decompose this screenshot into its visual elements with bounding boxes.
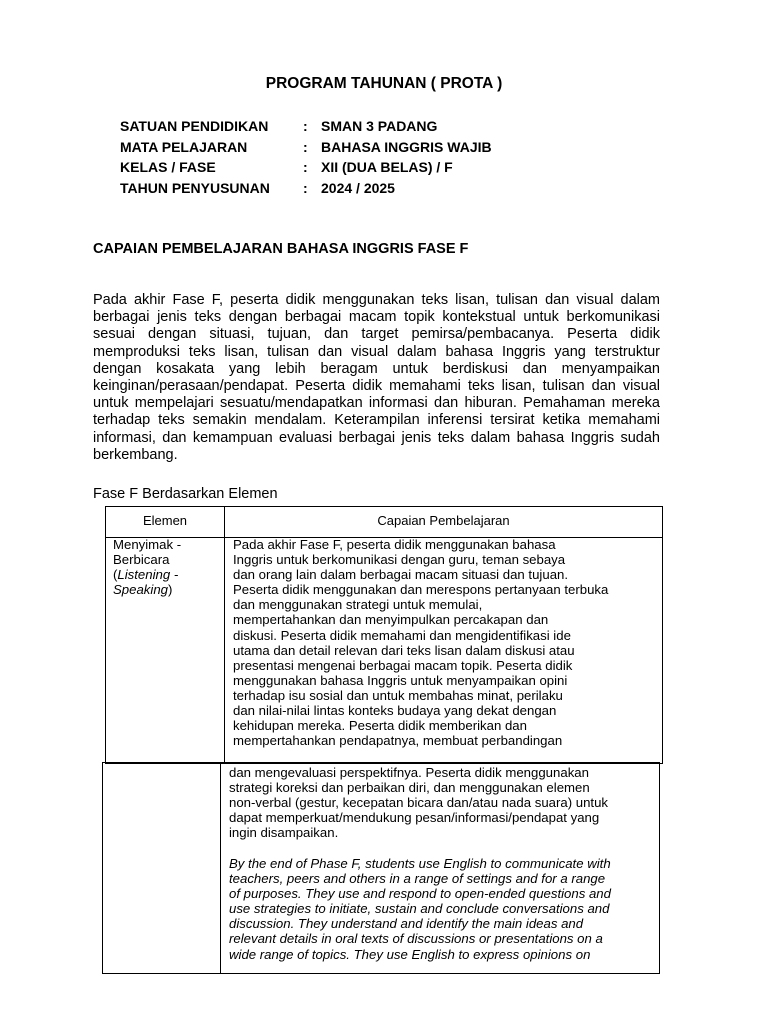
capaian-line: dapat memperkuat/mendukung pesan/informasi/pendapat yang — [229, 810, 600, 826]
element-line: Berbicara — [113, 552, 170, 568]
body-paragraph: Pada akhir Fase F, peserta didik menggunakan teks lisan, tulisan dan visual dalam berbagai jenis teks dengan berbagai macam topik kontekstual untuk berkomunikasi sesuai dengan situasi, tujuan, dan target pemirsa/pembacanya. Peserta didik memproduksi teks lisan, tulisan dan visual dalam bahasa Inggris yang terstruktur dengan kosakata yang lebih beragam untuk berdiskusi dan menyampaikan keinginan/perasaan/pendapat. Peserta didik memahami teks lisan, tulisan dan visual untuk mempelajari sesuatu/mendapatkan informasi dan hiburan. Pemahaman mereka terhadap teks semakin mendalam. Keterampilan inferensi tersirat ketika memahami informasi, dan kemampuan evaluasi berbagai jenis teks dalam bahasa Inggris sudah berkembang. — [93, 292, 660, 463]
column-divider — [220, 763, 221, 973]
info-label: KELAS / FASE — [120, 159, 216, 175]
element-italic: Listening - — [117, 567, 179, 583]
capaian-line: Inggris untuk berkomunikasi dengan guru, teman sebaya — [233, 552, 566, 568]
capaian-line: menggunakan bahasa Inggris untuk menyampaikan opini — [233, 672, 568, 688]
capaian-line: utama dan detail relevan dari teks lisan dalam diskusi atau — [233, 642, 575, 658]
learning-outcomes-table-continued — [102, 762, 660, 974]
info-label: SATUAN PENDIDIKAN — [120, 118, 269, 134]
capaian-line: mempertahankan dan menyimpulkan percakapan dan — [233, 612, 549, 628]
table-caption: Fase F Berdasarkan Elemen — [93, 486, 278, 502]
capaian-cell — [233, 537, 608, 748]
info-colon: : — [303, 139, 308, 155]
element-cell — [113, 537, 223, 597]
element-italic: Speaking — [113, 582, 168, 598]
capaian-line: dan nilai-nilai lintas konteks budaya yang dekat dengan — [233, 703, 557, 719]
capaian-line: diskusi. Peserta didik memahami dan mengidentifikasi ide — [233, 627, 571, 643]
info-colon: : — [303, 180, 308, 196]
english-line: By the end of Phase F, students use English to communicate with — [229, 856, 611, 871]
capaian-line: presentasi mengenai berbagai macam topik. Peserta didik — [233, 657, 573, 673]
info-value: XII (DUA BELAS) / F — [321, 159, 453, 175]
capaian-line: Pada akhir Fase F, peserta didik menggunakan bahasa — [233, 537, 556, 552]
english-line: wide range of topics. They use English to express opinions on — [229, 946, 591, 962]
capaian-line: ingin disampaikan. — [229, 825, 339, 841]
capaian-line: dan orang lain dalam berbagai macam situasi dan tujuan. — [233, 567, 569, 583]
header-capaian: Capaian Pembelajaran — [377, 513, 510, 528]
info-colon: : — [303, 159, 308, 175]
learning-outcomes-table — [105, 506, 663, 764]
capaian-line: dan menggunakan strategi untuk memulai, — [233, 597, 483, 613]
capaian-line: strategi koreksi dan perbaikan diri, dan menggunakan elemen — [229, 780, 590, 796]
capaian-line: kehidupan mereka. Peserta didik memberikan dan — [233, 718, 527, 734]
paren: ) — [168, 582, 173, 598]
document-title: PROGRAM TAHUNAN ( PROTA ) — [265, 75, 503, 92]
capaian-cell-continued — [229, 765, 608, 840]
english-line: of purposes. They use and respond to open-ended questions and — [229, 886, 611, 902]
capaian-line: non-verbal (gestur, kecepatan bicara dan/atau nada suara) untuk — [229, 795, 609, 811]
info-value: SMAN 3 PADANG — [321, 118, 438, 134]
header-elemen: Elemen — [142, 513, 188, 528]
paren: ( — [113, 567, 118, 583]
element-line — [113, 567, 223, 582]
info-colon: : — [303, 118, 308, 134]
element-line: Menyimak - — [113, 537, 182, 552]
capaian-line: mempertahankan pendapatnya, membuat perbandingan — [233, 733, 563, 749]
capaian-line: dan mengevaluasi perspektifnya. Peserta didik menggunakan — [229, 765, 589, 780]
english-line: relevant details in oral texts of discussions or presentations on a — [229, 931, 603, 947]
info-label: TAHUN PENYUSUNAN — [120, 180, 270, 196]
info-value: 2024 / 2025 — [321, 180, 395, 196]
element-line — [113, 582, 223, 597]
english-line: teachers, peers and others in a range of settings and for a range — [229, 871, 606, 887]
info-label: MATA PELAJARAN — [120, 139, 248, 155]
capaian-english — [229, 856, 611, 962]
info-value: BAHASA INGGRIS WAJIB — [321, 139, 492, 155]
english-line: use strategies to initiate, sustain and conclude conversations and — [229, 901, 610, 917]
english-line: discussion. They understand and identify the main ideas and — [229, 916, 584, 932]
capaian-line: terhadap isu sosial dan untuk membahas minat, perilaku — [233, 687, 563, 703]
capaian-line: Peserta didik menggunakan dan merespons pertanyaan terbuka — [233, 582, 609, 598]
column-divider — [224, 507, 225, 763]
section-title: CAPAIAN PEMBELAJARAN BAHASA INGGRIS FASE F — [93, 241, 469, 257]
